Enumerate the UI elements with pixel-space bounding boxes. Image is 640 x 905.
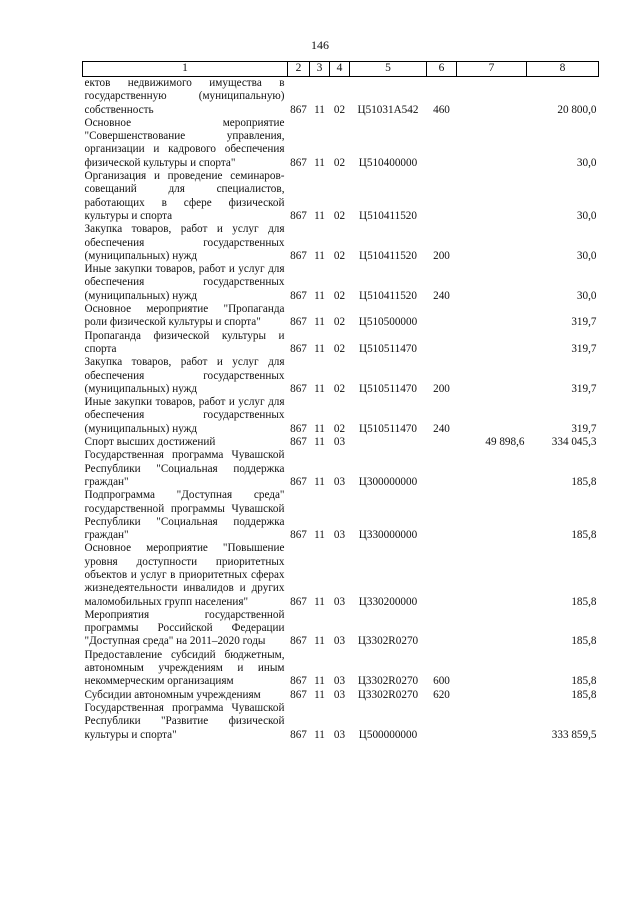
row-amount-1 <box>457 649 527 689</box>
table-row <box>83 303 599 330</box>
row-amount-2: 185,8 <box>571 529 597 542</box>
row-section: 11 <box>314 595 325 608</box>
row-expense-type <box>427 489 457 542</box>
row-section: 11 <box>314 436 325 449</box>
row-amount-1 <box>457 449 527 489</box>
row-admin-code: 867 <box>290 156 307 169</box>
row-section: 11 <box>314 249 325 262</box>
row-name: Закупка товаров, работ и услуг для обеспечения государственных (муниципальных) нужд <box>84 356 285 395</box>
row-expense-type: 600 <box>433 675 450 688</box>
row-name: Закупка товаров, работ и услуг для обеспечения государственных (муниципальных) нужд <box>84 223 285 262</box>
row-subsection: 03 <box>333 475 346 488</box>
row-admin-code: 867 <box>290 249 307 262</box>
budget-table <box>82 61 599 742</box>
table-row <box>83 449 599 489</box>
row-subsection: 03 <box>333 595 346 608</box>
row-target-code: Ц330000000 <box>358 529 418 542</box>
row-name: Основное мероприятие "Совершенствование управления, организации и кадрового обеспечения физической культуры и спорта" <box>84 116 285 169</box>
row-section: 11 <box>314 342 325 355</box>
row-target-code: Ц510511470 <box>358 342 417 355</box>
table-row <box>83 489 599 542</box>
row-amount-2: 30,0 <box>576 209 597 222</box>
row-amount-1 <box>457 117 527 170</box>
column-header: 2 <box>288 62 310 77</box>
row-name: Субсидии автономным учреждениям <box>84 688 261 701</box>
row-amount-2: 185,8 <box>571 675 597 688</box>
row-amount-1 <box>457 330 527 357</box>
row-target-code: Ц500000000 <box>358 728 418 741</box>
row-amount-2: 185,8 <box>571 475 597 488</box>
row-expense-type: 200 <box>433 382 450 395</box>
row-amount-1 <box>457 356 527 396</box>
row-name: Иные закупки товаров, работ и услуг для обеспечения государственных (муниципальных) нужд <box>84 396 285 435</box>
row-section: 11 <box>314 688 325 701</box>
row-amount-1 <box>457 689 527 702</box>
column-header: 3 <box>310 62 330 77</box>
row-name: Организация и проведение семинаров-совещаний для специалистов, работающих в сфере физической культуры и спорта <box>84 170 285 222</box>
row-expense-type: 460 <box>433 103 450 116</box>
row-amount-1 <box>457 170 527 223</box>
row-section: 11 <box>314 103 325 116</box>
row-subsection: 03 <box>333 635 346 648</box>
row-expense-type: 200 <box>433 249 450 262</box>
row-admin-code: 867 <box>290 289 307 302</box>
column-header: 1 <box>83 62 288 77</box>
row-section: 11 <box>314 289 325 302</box>
row-name: Государственная программа Чувашской Республики "Развитие физической культуры и спорта" <box>84 701 285 741</box>
table-row <box>83 117 599 170</box>
row-name: Государственная программа Чувашской Республики "Социальная поддержка граждан" <box>84 449 285 488</box>
table-row <box>83 396 599 436</box>
row-target-code: Ц3302R0270 <box>357 675 419 688</box>
row-section: 11 <box>314 529 325 542</box>
row-expense-type <box>427 170 457 223</box>
row-amount-1: 49 898,6 <box>485 436 525 449</box>
row-admin-code: 867 <box>290 688 307 701</box>
column-header: 5 <box>350 62 427 77</box>
table-row <box>83 436 599 449</box>
row-amount-2: 185,8 <box>571 595 597 608</box>
row-amount-2: 319,7 <box>571 342 597 355</box>
row-target-code: Ц300000000 <box>358 475 418 488</box>
row-subsection: 03 <box>333 728 346 741</box>
table-row <box>83 330 599 357</box>
row-target-code: Ц510400000 <box>358 156 418 169</box>
row-expense-type <box>427 609 457 649</box>
row-target-code: Ц330200000 <box>358 595 418 608</box>
row-name: Подпрограмма "Доступная среда" государственной программы Чувашской Республики "Социальная поддержка граждан" <box>84 489 285 542</box>
row-subsection: 03 <box>333 529 346 542</box>
row-subsection: 02 <box>333 249 346 262</box>
page-number: 146 <box>311 38 329 52</box>
row-target-code: Ц510511470 <box>358 382 417 395</box>
row-target-code: Ц3302R0270 <box>357 635 419 648</box>
table-row <box>83 77 599 117</box>
row-amount-2: 30,0 <box>576 289 597 302</box>
row-target-code: Ц510500000 <box>358 316 418 329</box>
row-expense-type: 240 <box>433 422 450 435</box>
row-expense-type: 240 <box>433 289 450 302</box>
row-name: Спорт высших достижений <box>84 436 216 449</box>
row-amount-1 <box>457 263 527 303</box>
row-name: Мероприятия государственной программы Российской Федерации "Доступная среда" на 2011–2020 годы <box>84 608 285 648</box>
row-expense-type <box>427 436 457 449</box>
row-amount-2: 30,0 <box>576 249 597 262</box>
row-target-code: Ц3302R0270 <box>357 688 419 701</box>
row-subsection: 03 <box>333 436 346 449</box>
row-amount-1 <box>457 77 527 117</box>
row-amount-2: 20 800,0 <box>557 103 597 116</box>
row-expense-type <box>427 702 457 742</box>
row-subsection: 03 <box>333 688 346 701</box>
row-amount-2: 319,7 <box>571 382 597 395</box>
row-admin-code: 867 <box>290 675 307 688</box>
row-admin-code: 867 <box>290 422 307 435</box>
table-row <box>83 542 599 608</box>
row-section: 11 <box>314 675 325 688</box>
row-expense-type <box>427 449 457 489</box>
row-admin-code: 867 <box>290 209 307 222</box>
row-section: 11 <box>314 422 325 435</box>
table-row <box>83 223 599 263</box>
row-amount-1 <box>457 609 527 649</box>
row-amount-2: 334 045,3 <box>551 436 597 449</box>
row-section: 11 <box>314 728 325 741</box>
row-section: 11 <box>314 209 325 222</box>
row-amount-2: 30,0 <box>576 156 597 169</box>
row-subsection: 02 <box>333 103 346 116</box>
row-admin-code: 867 <box>290 342 307 355</box>
row-subsection: 02 <box>333 156 346 169</box>
row-target-code: Ц510411520 <box>358 289 417 302</box>
row-name: ектов недвижимого имущества в государственную (муниципальную) собственность <box>84 77 285 116</box>
row-name: Иные закупки товаров, работ и услуг для обеспечения государственных (муниципальных) нужд <box>84 263 285 302</box>
row-expense-type <box>427 303 457 330</box>
row-subsection: 02 <box>333 316 346 329</box>
table-row <box>83 356 599 396</box>
column-header: 4 <box>330 62 350 77</box>
column-header: 8 <box>527 62 599 77</box>
row-subsection: 02 <box>333 382 346 395</box>
row-amount-2: 319,7 <box>571 422 597 435</box>
table-row <box>83 609 599 649</box>
row-target-code <box>350 436 427 449</box>
row-section: 11 <box>314 156 325 169</box>
row-section: 11 <box>314 635 325 648</box>
table-row <box>83 702 599 742</box>
row-target-code: Ц510511470 <box>358 422 417 435</box>
row-admin-code: 867 <box>290 436 307 449</box>
row-target-code: Ц51031А542 <box>357 103 419 116</box>
table-row <box>83 263 599 303</box>
row-amount-1 <box>457 223 527 263</box>
row-admin-code: 867 <box>290 635 307 648</box>
header-row <box>83 62 599 77</box>
row-admin-code: 867 <box>290 529 307 542</box>
row-name: Основное мероприятие "Повышение уровня доступности приоритетных объектов и услуг в приоритетных сферах жизнедеятельности инвалидов и других маломобильных групп населения" <box>84 542 285 608</box>
table-row <box>83 649 599 689</box>
row-expense-type: 620 <box>433 688 450 701</box>
row-admin-code: 867 <box>290 382 307 395</box>
column-header: 7 <box>457 62 527 77</box>
row-name: Основное мероприятие "Пропаганда роли физической культуры и спорта" <box>84 303 285 329</box>
row-section: 11 <box>314 475 325 488</box>
row-target-code: Ц510411520 <box>358 209 417 222</box>
row-admin-code: 867 <box>290 475 307 488</box>
row-section: 11 <box>314 382 325 395</box>
row-amount-1 <box>457 489 527 542</box>
row-subsection: 02 <box>333 289 346 302</box>
row-admin-code: 867 <box>290 316 307 329</box>
table-row <box>83 689 599 702</box>
row-admin-code: 867 <box>290 103 307 116</box>
row-subsection: 02 <box>333 342 346 355</box>
row-expense-type <box>427 117 457 170</box>
row-amount-2: 185,8 <box>571 635 597 648</box>
row-expense-type <box>427 330 457 357</box>
row-amount-2: 333 859,5 <box>551 728 597 741</box>
table-body <box>83 77 599 742</box>
row-amount-2: 185,8 <box>571 688 597 701</box>
column-header: 6 <box>427 62 457 77</box>
row-name: Пропаганда физической культуры и спорта <box>84 329 285 355</box>
row-subsection: 03 <box>333 675 346 688</box>
table-row <box>83 170 599 223</box>
row-subsection: 02 <box>333 209 346 222</box>
row-section: 11 <box>314 316 325 329</box>
row-expense-type <box>427 542 457 608</box>
row-amount-1 <box>457 303 527 330</box>
row-admin-code: 867 <box>290 595 307 608</box>
row-amount-2: 319,7 <box>571 316 597 329</box>
row-admin-code: 867 <box>290 728 307 741</box>
row-amount-1 <box>457 396 527 436</box>
row-target-code: Ц510411520 <box>358 249 417 262</box>
row-subsection: 02 <box>333 422 346 435</box>
row-name: Предоставление субсидий бюджетным, автономным учреждениям и иным некоммерческим организациям <box>84 648 285 688</box>
row-amount-1 <box>457 542 527 608</box>
row-amount-1 <box>457 702 527 742</box>
